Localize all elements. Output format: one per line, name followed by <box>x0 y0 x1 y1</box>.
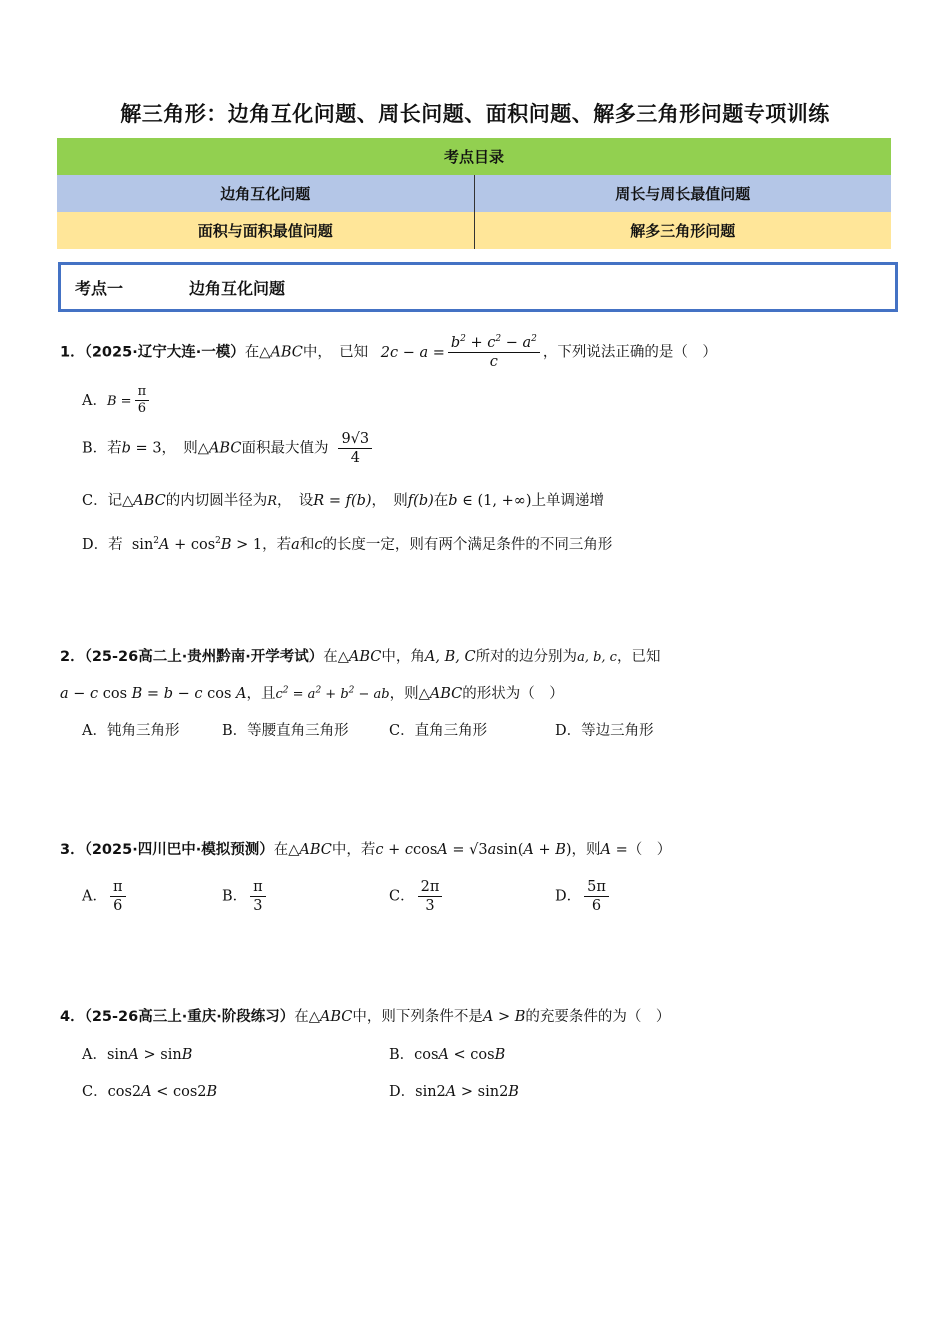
section-label: 考点一 <box>75 279 124 298</box>
question-3-option-d[interactable]: D． $\frac{5\pi}{6}$ <box>555 878 612 915</box>
toc-item[interactable]: 边角互化问题 <box>57 175 474 212</box>
fraction: $\frac{2\pi}{3}$ <box>418 878 443 915</box>
question-4-option-d[interactable]: D．sin2A > sin2B <box>389 1084 519 1100</box>
fraction: $\frac{\pi}{6}$ <box>135 384 150 418</box>
question-2-option-b[interactable]: B．等腰直角三角形 <box>222 723 349 739</box>
question-3-stem: 3．（2025·四川巴中·模拟预测）在△ABC中，若c + ccosA = √3asin(A + B)，则A =（ ） <box>60 842 672 858</box>
question-1-option-c[interactable]: C．记△ABC的内切圆半径为R， 设R = f(b)， 则f(b)在b ∈ (1, +∞)上单调递增 <box>82 493 604 509</box>
question-4-option-c[interactable]: C．cos2A < cos2B <box>82 1084 218 1100</box>
section-name: 边角互化问题 <box>189 279 286 298</box>
question-4-option-b[interactable]: B．cosA < cosB <box>389 1047 506 1063</box>
fraction: $\frac{\pi}{6}$ <box>110 878 126 915</box>
fraction: $\frac{b^2 + c^2 - a^2}{c}$ <box>448 334 540 371</box>
question-3-option-c[interactable]: C． $\frac{2\pi}{3}$ <box>389 878 445 915</box>
question-2-option-c[interactable]: C．直角三角形 <box>389 723 488 739</box>
question-3-option-b[interactable]: B． $\frac{\pi}{3}$ <box>222 878 269 915</box>
toc-header: 考点目录 <box>57 138 891 175</box>
question-3-option-a[interactable]: A． $\frac{\pi}{6}$ <box>82 878 129 915</box>
question-1-option-b[interactable]: B．若b = 3， 则△ABC面积最大值为 $\frac{9√3}{4}$ <box>82 430 375 467</box>
toc-item[interactable]: 解多三角形问题 <box>474 212 891 249</box>
question-2-option-a[interactable]: A．钝角三角形 <box>82 723 180 739</box>
question-1-stem: 1．（2025·辽宁大连·一模）在△ABC中， 已知 2c − a = $\frac{b^2 + c^2 - a^2}{c}$ ，下列说法正确的是（ ） <box>60 334 717 371</box>
fraction: $\frac{5\pi}{6}$ <box>584 878 609 915</box>
page-title: 解三角形：边角互化问题、周长问题、面积问题、解多三角形问题专项训练 <box>120 102 830 126</box>
fraction: $\frac{\pi}{3}$ <box>250 878 266 915</box>
question-1-option-a[interactable]: A．B = $\frac{\pi}{6}$ <box>82 384 152 418</box>
question-4-option-a[interactable]: A．sinA > sinB <box>82 1047 193 1063</box>
question-1-option-d[interactable]: D．若 $\sin^2A + \cos^2B > 1$，若a和c的长度一定，则有两个满足条件的不同三角形 <box>82 536 613 553</box>
toc-item[interactable]: 周长与周长最值问题 <box>474 175 891 212</box>
question-2-option-d[interactable]: D．等边三角形 <box>555 723 654 739</box>
question-2-stem: 2．（25-26高二上·贵州黔南·开学考试）在△ABC中，角A, B, C所对的边分别为a, b, c，已知 <box>60 649 661 665</box>
toc-item[interactable]: 面积与面积最值问题 <box>57 212 474 249</box>
toc-table <box>57 138 891 249</box>
question-2-stem-line-2: a − c cos B = b − c cos A，且$c^2 = a^2 + b^2$ − ab，则△ABC的形状为（ ） <box>60 685 564 702</box>
section-header <box>58 262 898 312</box>
question-4-stem: 4．（25-26高三上·重庆·阶段练习）在△ABC中，则下列条件不是A > B的充要条件的为（ ） <box>60 1009 671 1025</box>
fraction: $\frac{9√3}{4}$ <box>338 430 372 467</box>
